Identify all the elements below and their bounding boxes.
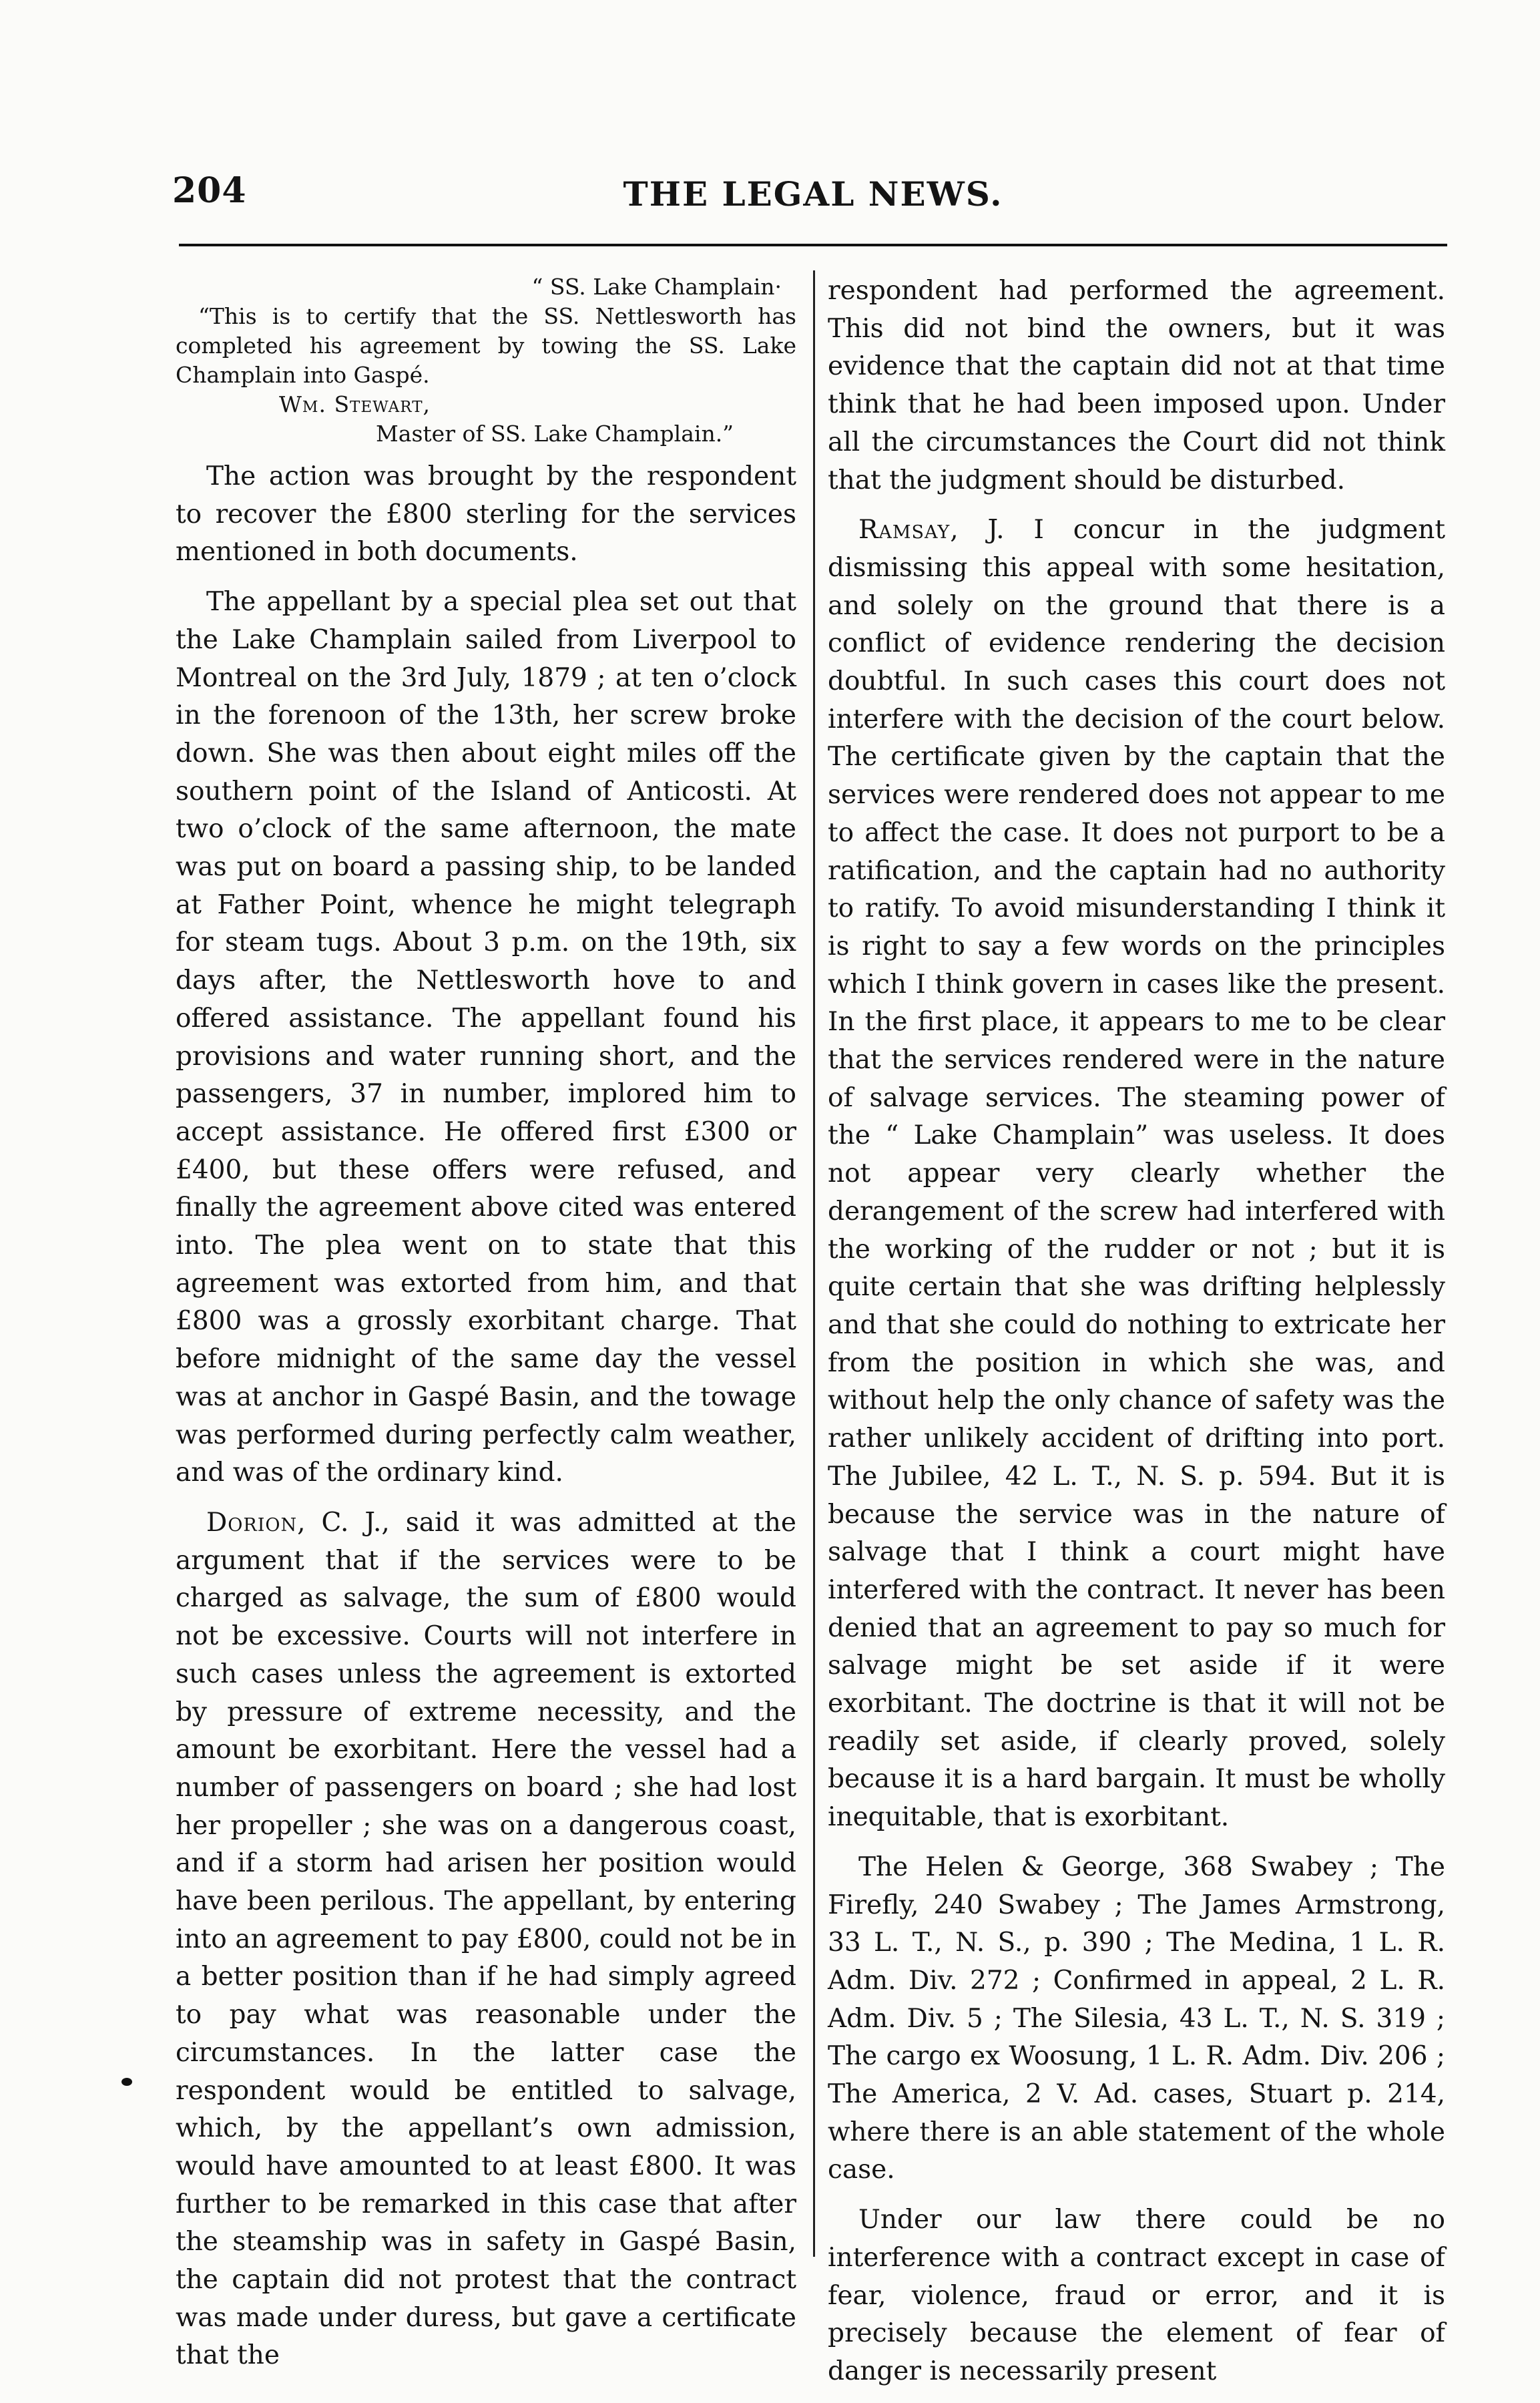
quote-signature: Wm. Stewart, (279, 391, 431, 417)
paragraph-case-citations: The Helen & George, 368 Swabey ; The Firefly, 240 Swabey ; The James Armstrong, 33 L. T., N. S., p. 390 ; The Medina, 1 L. R. Adm. Div. 272 ; Confirmed in appeal, 2 L. R. Adm. Div. 5 ; The Silesia, 43 L. T., N. S. 319 ; The cargo ex Woosung, 1 L. R. Adm. Div. 206 ; The America, 2 V. Ad. cases, Stuart p. 214, where there is an able statement of the whole case. (828, 1851, 1445, 2185)
left-column (176, 272, 796, 2387)
judge-name-ramsay: Ramsay (858, 515, 951, 545)
quote-heading: “ SS. Lake Champlain· (531, 274, 782, 300)
paragraph-continued: respondent had performed the agreement. This did not bind the owners, but it was evidence that the captain did not at that time think that he had been imposed upon. Under all the circumstances the Court did not think that the judgment should be disturbed. (828, 276, 1445, 495)
paragraph-our-law: Under our law there could be no interference with a contract except in case of fear, violence, fraud or error, and it is precisely because the element of fear of danger is necessarily present (828, 2205, 1445, 2386)
header-rule (179, 244, 1447, 246)
paragraph-special-plea: The appellant by a special plea set out that the Lake Champlain sailed from Liverpool to Montreal on the 3rd July, 1879 ; at ten o’clock in the forenoon of the 13th, her screw broke down. She was then about eight miles off the southern point of the Island of Anticosti. At two o’clock of the same afternoon, the mate was put on board a passing ship, to be landed at Father Point, whence he might telegraph for steam tugs. About 3 p.m. on the 19th, six days after, the Nettlesworth hove to and offered assistance. The appellant found his provisions and water running short, and the passengers, 37 in number, implored him to accept assistance. He offered first £300 or £400, but these offers were refused, and finally the agreement above cited was entered into. The plea went on to state that this agreement was extorted from him, and that £800 was a grossly exorbitant charge. That before midnight of the same day the vessel was at anchor in Gaspé Basin, and the towage was performed during perfectly calm weather, and was of the ordinary kind. (176, 587, 796, 1488)
certificate-quote (176, 272, 796, 449)
page-header (172, 170, 1454, 230)
right-column (828, 272, 1445, 2403)
judge-name-dorion: Dorion (206, 1507, 298, 1538)
paragraph-dorion-opinion (176, 1504, 796, 2375)
running-title: THE LEGAL NEWS. (623, 174, 1003, 214)
dorion-opinion-text: , C. J., said it was admitted at the argument that if the services were to be charged as salvage, the sum of £800 would not be excessive. Courts will not interfere in such cases unless the agreement is extorted by pressure of extreme necessity, and the amount be exorbitant. Here the vessel had a number of passengers on board ; she had lost her propeller ; she was on a dangerous coast, and if a storm had arisen her position would have been perilous. The appellant, by entering into an agreement to pay £800, could not be in a better position than if he had simply agreed to pay what was reasonable under the circumstances. In the latter case the respondent would be entitled to salvage, which, by the appellant’s own admission, would have amounted to at least £800. It was further to be remarked in this case that after the steamship was in safety in Gaspé Basin, the captain did not protest that the contract was made under duress, but gave a certificate that the (176, 1507, 796, 2371)
quote-signer-title: Master of SS. Lake Champlain.” (376, 421, 734, 447)
quote-body: “This is to certify that the SS. Nettlesworth has completed his agreement by towing the SS. Lake Champlain into Gaspé. (176, 303, 796, 388)
margin-mark (121, 2078, 132, 2086)
column-divider (813, 270, 815, 2257)
paragraph-ramsay-opinion (828, 511, 1445, 1837)
ramsay-opinion-text: , J. I concur in the judgment dismissing this appeal with some hesitation, and solely on the ground that there is a conflict of evidence rendering the decision doubtful. In such cases this court does not interfere with the decision of the court below. The certificate given by the captain that the services were rendered does not appear to me to affect the case. It does not purport to be a ratification, and the captain had no authority to ratify. To avoid misunderstanding I think it is right to say a few words on the principles which I think govern in cases like the present. In the first place, it appears to me to be clear that the services rendered were in the nature of salvage services. The steaming power of the “ Lake Champlain” was useless. It does not appear very clearly whether the derangement of the screw had interfered with the working of the rudder or not ; but it is quite certain that she was drifting helplessly and that she could do nothing to extricate her from the position in which she was, and without help the only chance of safety was the rather unlikely accident of drifting into port. The Jubilee, 42 L. T., N. S. p. 594. But it is because the service was in the nature of salvage that I think a court might have interfered with the contract. It never has been denied that an agreement to pay so much for salvage might be set aside if it were exorbitant. The doctrine is that it will not be readily set aside, if clearly proved, solely because it is a hard bargain. It must be wholly inequitable, that is exorbitant. (828, 515, 1445, 1833)
page-number: 204 (172, 170, 247, 211)
paragraph-action: The action was brought by the respondent to recover the £800 sterling for the services mentioned in both documents. (176, 461, 796, 568)
